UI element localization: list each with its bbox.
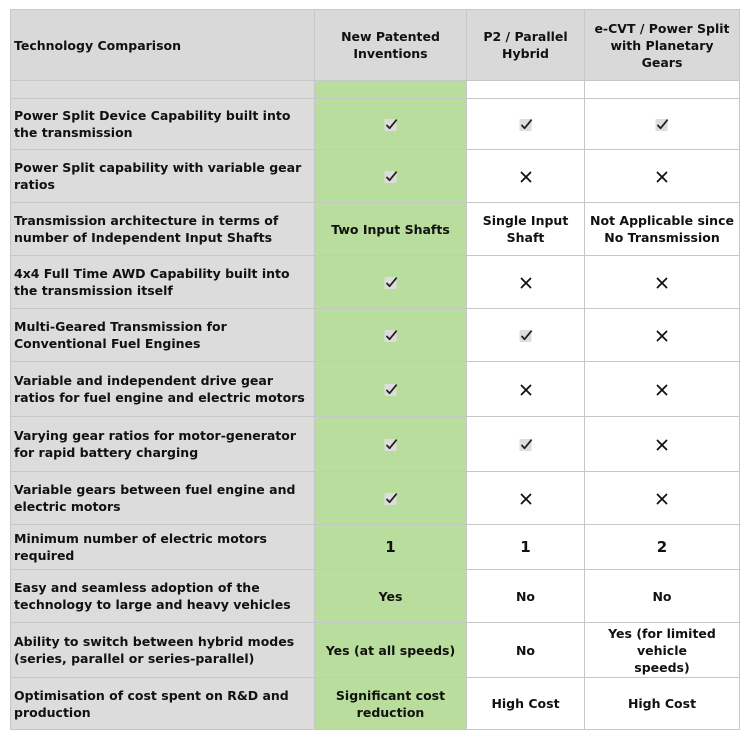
spacer-cell xyxy=(11,81,315,99)
value-cell: Two Input Shafts xyxy=(315,203,467,256)
cross-icon xyxy=(585,309,740,362)
check-icon xyxy=(467,417,585,472)
check-icon xyxy=(315,150,467,203)
table-row xyxy=(11,472,740,525)
check-icon xyxy=(585,99,740,150)
feature-label: Multi-Geared Transmission for Conventional Fuel Engines xyxy=(11,309,315,362)
cross-icon xyxy=(467,150,585,203)
table-row xyxy=(11,150,740,203)
cross-icon xyxy=(585,256,740,309)
table-row xyxy=(11,678,740,730)
feature-label: Minimum number of electric motors required xyxy=(11,525,315,570)
header-feature: Technology Comparison xyxy=(11,10,315,81)
cross-icon xyxy=(467,472,585,525)
value-cell: 1 xyxy=(315,525,467,570)
feature-label: Variable and independent drive gear ratios for fuel engine and electric motors xyxy=(11,362,315,417)
header-ecvt-power-split: e-CVT / Power Split with Planetary Gears xyxy=(585,10,740,81)
table-row xyxy=(11,309,740,362)
check-icon xyxy=(315,472,467,525)
check-icon xyxy=(315,99,467,150)
table-row xyxy=(11,256,740,309)
table-row xyxy=(11,362,740,417)
value-cell: Significant cost reduction xyxy=(315,678,467,730)
cross-icon xyxy=(585,472,740,525)
value-cell: High Cost xyxy=(585,678,740,730)
value-cell: No xyxy=(585,570,740,623)
feature-label: Ability to switch between hybrid modes (series, parallel or series-parallel) xyxy=(11,623,315,678)
spacer-cell xyxy=(585,81,740,99)
feature-label: Power Split Device Capability built into the transmission xyxy=(11,99,315,150)
spacer-cell xyxy=(315,81,467,99)
header-new-patented: New Patented Inventions xyxy=(315,10,467,81)
value-cell: Yes xyxy=(315,570,467,623)
table-row xyxy=(11,99,740,150)
header-p2-parallel: P2 / Parallel Hybrid xyxy=(467,10,585,81)
spacer-row xyxy=(11,81,740,99)
table-body xyxy=(11,81,740,730)
cross-icon xyxy=(585,150,740,203)
cross-icon xyxy=(585,362,740,417)
value-cell: 2 xyxy=(585,525,740,570)
table-row xyxy=(11,525,740,570)
check-icon xyxy=(315,417,467,472)
value-cell: 1 xyxy=(467,525,585,570)
value-cell: No xyxy=(467,570,585,623)
check-icon xyxy=(315,256,467,309)
cross-icon xyxy=(467,362,585,417)
technology-comparison-table xyxy=(10,9,740,730)
check-icon xyxy=(467,99,585,150)
feature-label: Easy and seamless adoption of the technology to large and heavy vehicles xyxy=(11,570,315,623)
feature-label: Variable gears between fuel engine and electric motors xyxy=(11,472,315,525)
table-row xyxy=(11,203,740,256)
value-cell: No xyxy=(467,623,585,678)
check-icon xyxy=(315,309,467,362)
feature-label: Optimisation of cost spent on R&D and production xyxy=(11,678,315,730)
value-cell: Not Applicable since No Transmission xyxy=(585,203,740,256)
value-cell: High Cost xyxy=(467,678,585,730)
spacer-cell xyxy=(467,81,585,99)
feature-label: Transmission architecture in terms of number of Independent Input Shafts xyxy=(11,203,315,256)
check-icon xyxy=(315,362,467,417)
table-header xyxy=(11,10,740,81)
value-cell: Single Input Shaft xyxy=(467,203,585,256)
check-icon xyxy=(467,309,585,362)
table-row xyxy=(11,417,740,472)
table-row xyxy=(11,623,740,678)
cross-icon xyxy=(467,256,585,309)
table-row xyxy=(11,570,740,623)
feature-label: 4x4 Full Time AWD Capability built into the transmission itself xyxy=(11,256,315,309)
comparison-table-container xyxy=(10,9,740,730)
value-cell: Yes (at all speeds) xyxy=(315,623,467,678)
feature-label: Power Split capability with variable gear ratios xyxy=(11,150,315,203)
value-cell: Yes (for limited vehicle speeds) xyxy=(585,623,740,678)
cross-icon xyxy=(585,417,740,472)
feature-label: Varying gear ratios for motor-generator for rapid battery charging xyxy=(11,417,315,472)
